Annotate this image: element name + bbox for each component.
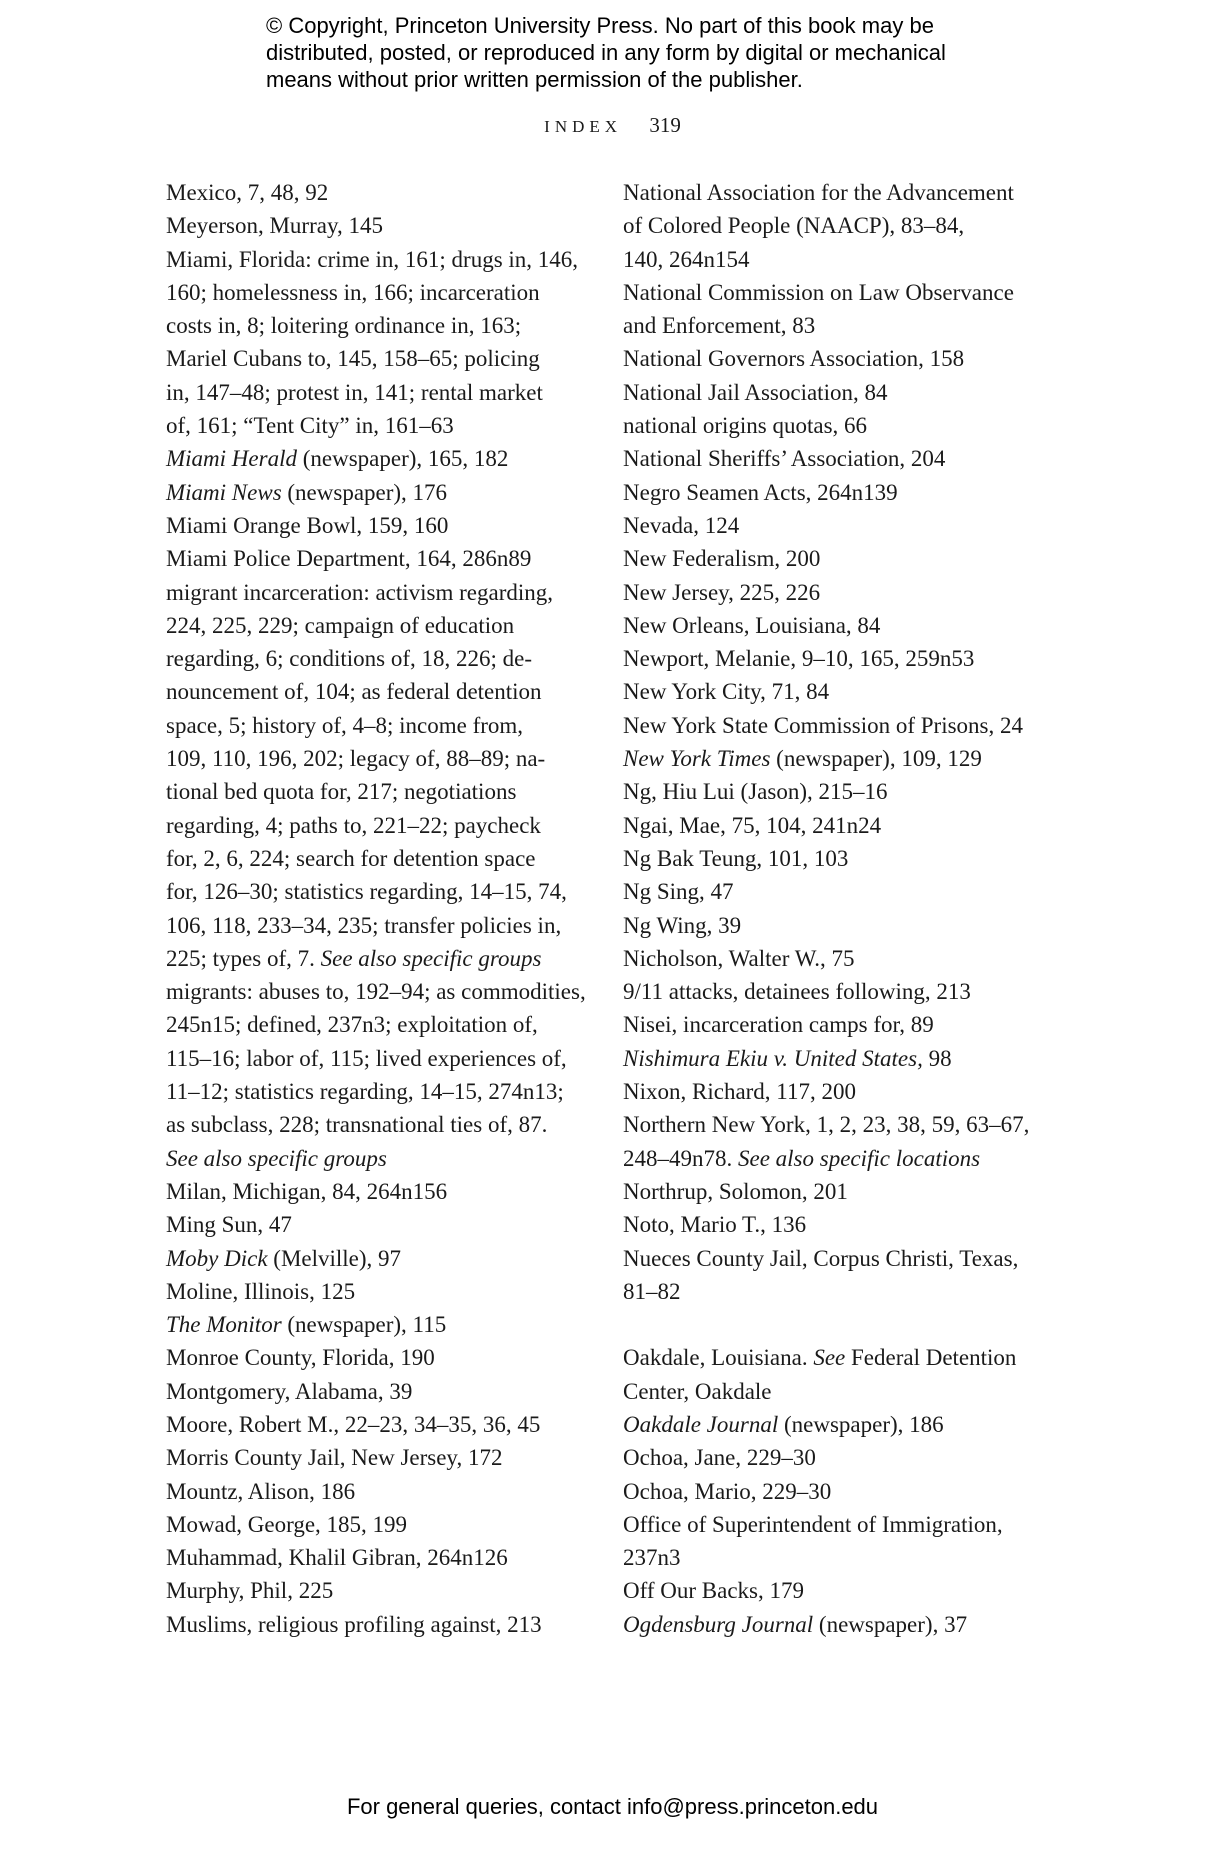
index-entry	[166, 1608, 606, 1641]
index-entry-line: Nueces County Jail, Corpus Christi, Texas,	[623, 1245, 1019, 1271]
index-entry-line: Nevada, 124	[623, 512, 740, 538]
index-entry-line: nouncement of, 104; as federal detention	[166, 679, 542, 705]
index-entry	[166, 209, 606, 242]
index-entry-line: Morris County Jail, New Jersey, 172	[166, 1445, 503, 1471]
index-entry-line: Nisei, incarceration camps for, 89	[623, 1012, 934, 1038]
index-entry	[623, 476, 1043, 509]
index-entry-line: Mariel Cubans to, 145, 158–65; policing	[166, 346, 540, 372]
index-entry	[623, 809, 1043, 842]
index-entry	[623, 675, 1043, 708]
index-entry-line: of Colored People (NAACP), 83–84,	[623, 213, 965, 239]
index-column-right	[623, 176, 1043, 1641]
index-entry-line: national origins quotas, 66	[623, 413, 868, 439]
index-entry-line: Ogdensburg Journal (newspaper), 37	[623, 1611, 968, 1637]
index-entry	[166, 1375, 606, 1408]
index-entry-line: Miami Herald (newspaper), 165, 182	[166, 446, 509, 472]
index-entry	[623, 409, 1043, 442]
index-entry	[166, 1508, 606, 1541]
index-entry	[623, 775, 1043, 808]
index-entry	[623, 842, 1043, 875]
index-entry-line: Ochoa, Jane, 229–30	[623, 1445, 816, 1471]
index-entry	[623, 1408, 1043, 1441]
index-entry-line: Mexico, 7, 48, 92	[166, 180, 329, 205]
index-entry	[166, 476, 606, 509]
index-entry-line: National Governors Association, 158	[623, 346, 965, 372]
index-entry-line: Ng Sing, 47	[623, 879, 734, 905]
index-entry-line: National Commission on Law Observance	[623, 279, 1014, 305]
index-entry-line: National Jail Association, 84	[623, 379, 888, 405]
index-entry	[166, 1242, 606, 1275]
index-entry	[166, 1341, 606, 1374]
index-entry	[623, 1108, 1043, 1175]
index-entry-line: Center, Oakdale	[623, 1378, 772, 1404]
index-entry-line: Oakdale, Louisiana. See Federal Detention	[623, 1345, 1017, 1371]
index-entry-line: 109, 110, 196, 202; legacy of, 88–89; na-	[166, 746, 546, 772]
index-entry-line: Miami Police Department, 164, 286n89	[166, 546, 532, 572]
index-entry-line: Moby Dick (Melville), 97	[166, 1245, 402, 1271]
index-entry	[623, 1508, 1043, 1575]
index-entry	[166, 243, 606, 443]
index-entry	[623, 542, 1043, 575]
index-entry	[623, 176, 1043, 276]
index-entry	[623, 742, 1043, 775]
index-entry-line: 9/11 attacks, detainees following, 213	[623, 979, 971, 1005]
index-entry	[623, 642, 1043, 675]
index-entry-line: Nicholson, Walter W., 75	[623, 945, 855, 971]
index-entry	[623, 509, 1043, 542]
index-entry-line: National Association for the Advancement	[623, 180, 1014, 205]
index-entry-line: as subclass, 228; transnational ties of, 87.	[166, 1112, 548, 1138]
index-entry-line: Murphy, Phil, 225	[166, 1578, 334, 1604]
letter-group-spacer	[623, 1308, 1043, 1341]
index-entry	[623, 909, 1043, 942]
index-entry-line: Miami Orange Bowl, 159, 160	[166, 512, 449, 538]
index-entry-line: Ng Bak Teung, 101, 103	[623, 845, 849, 871]
index-entry	[166, 509, 606, 542]
index-entry	[623, 1008, 1043, 1041]
index-entry-line: 140, 264n154	[623, 246, 750, 272]
index-entry-line: New York State Commission of Prisons, 24	[623, 712, 1023, 738]
copyright-line: © Copyright, Princeton University Press. No part of this book may be	[266, 13, 934, 38]
index-entry-line: Meyerson, Murray, 145	[166, 213, 383, 239]
index-entry	[623, 1042, 1043, 1075]
index-entry	[623, 276, 1043, 343]
footer-contact: For general queries, contact info@press.princeton.edu	[346, 1794, 879, 1819]
index-entry	[623, 942, 1043, 975]
index-entry-line: Office of Superintendent of Immigration,	[623, 1511, 1003, 1537]
index-entry-line: Ng, Hiu Lui (Jason), 215–16	[623, 779, 888, 805]
index-entry-line: Mowad, George, 185, 199	[166, 1511, 408, 1537]
index-entry-line: 237n3	[623, 1545, 681, 1571]
index-entry-line: space, 5; history of, 4–8; income from,	[166, 712, 524, 738]
index-entry-line: migrant incarceration: activism regarding,	[166, 579, 554, 605]
index-entry	[166, 1541, 606, 1574]
index-entry	[166, 176, 606, 209]
index-entry-line: regarding, 4; paths to, 221–22; paycheck	[166, 812, 541, 838]
index-entry-line: 248–49n78. See also specific locations	[623, 1145, 981, 1171]
copyright-line: means without prior written permission of the publisher.	[266, 67, 803, 92]
index-entry-line: Moore, Robert M., 22–23, 34–35, 36, 45	[166, 1411, 541, 1437]
index-entry-line: 115–16; labor of, 115; lived experiences of,	[166, 1045, 567, 1071]
index-entry-line: New Orleans, Louisiana, 84	[623, 612, 881, 638]
index-entry-line: and Enforcement, 83	[623, 313, 816, 339]
index-entry-line: Montgomery, Alabama, 39	[166, 1378, 413, 1404]
index-entry	[623, 609, 1043, 642]
running-head-label: INDEX	[544, 117, 623, 136]
index-entry	[623, 576, 1043, 609]
index-entry	[623, 1608, 1043, 1641]
index-entry-line: Mountz, Alison, 186	[166, 1478, 356, 1504]
index-entry-line: Negro Seamen Acts, 264n139	[623, 479, 898, 505]
index-entry	[623, 376, 1043, 409]
index-entry	[623, 1574, 1043, 1607]
index-entry	[166, 1208, 606, 1241]
index-column-left	[166, 176, 606, 1641]
index-entry	[623, 1475, 1043, 1508]
index-entry-line: Muslims, religious profiling against, 213	[166, 1611, 542, 1637]
copyright-notice	[266, 12, 1026, 93]
index-entry-line: 160; homelessness in, 166; incarceration	[166, 279, 540, 305]
index-entry-line: Nishimura Ekiu v. United States, 98	[623, 1045, 952, 1071]
index-entry-line: New Jersey, 225, 226	[623, 579, 821, 605]
index-entry-line: tional bed quota for, 217; negotiations	[166, 779, 517, 805]
index-entry	[166, 576, 606, 976]
index-entry-line: in, 147–48; protest in, 141; rental market	[166, 379, 543, 405]
index-entry-line: 224, 225, 229; campaign of education	[166, 612, 515, 638]
index-entry	[623, 975, 1043, 1008]
index-entry-line: Oakdale Journal (newspaper), 186	[623, 1411, 944, 1437]
index-entry-line: Ochoa, Mario, 229–30	[623, 1478, 832, 1504]
index-entry	[166, 1308, 606, 1341]
index-entry	[623, 1208, 1043, 1241]
index-entry	[623, 1242, 1043, 1309]
page-number: 319	[649, 113, 681, 137]
index-entry-line: Monroe County, Florida, 190	[166, 1345, 435, 1371]
index-entry-line: New York City, 71, 84	[623, 679, 830, 705]
index-entry	[166, 1574, 606, 1607]
index-entry-line: for, 126–30; statistics regarding, 14–15, 74,	[166, 879, 567, 905]
index-entry-line: The Monitor (newspaper), 115	[166, 1312, 447, 1338]
index-entry-line: Moline, Illinois, 125	[166, 1278, 356, 1304]
index-entry-line: Ming Sun, 47	[166, 1212, 292, 1238]
copyright-line: distributed, posted, or reproduced in any form by digital or mechanical	[266, 40, 946, 65]
index-entry-line: National Sheriffs’ Association, 204	[623, 446, 946, 472]
index-entry	[166, 442, 606, 475]
index-entry-line: of, 161; “Tent City” in, 161–63	[166, 413, 454, 439]
index-entry-line: Off Our Backs, 179	[623, 1578, 804, 1604]
index-entry-line: Ngai, Mae, 75, 104, 241n24	[623, 812, 882, 838]
index-entry-line: 11–12; statistics regarding, 14–15, 274n13;	[166, 1079, 564, 1105]
index-entry-line: regarding, 6; conditions of, 18, 226; de-	[166, 646, 533, 672]
index-entry-line: 106, 118, 233–34, 235; transfer policies in,	[166, 912, 562, 938]
index-entry-line: 245n15; defined, 237n3; exploitation of,	[166, 1012, 538, 1038]
index-entry-line: Nixon, Richard, 117, 200	[623, 1079, 856, 1105]
index-entry	[623, 875, 1043, 908]
index-entry	[623, 1341, 1043, 1408]
index-entry	[166, 1275, 606, 1308]
index-entry-line: See also specific groups	[166, 1145, 387, 1171]
index-entry	[623, 342, 1043, 375]
index-entry-line: 225; types of, 7. See also specific groups	[166, 945, 542, 971]
index-entry-line: for, 2, 6, 224; search for detention space	[166, 845, 536, 871]
index-entry	[166, 1441, 606, 1474]
index-entry	[623, 709, 1043, 742]
index-entry-line: Muhammad, Khalil Gibran, 264n126	[166, 1545, 508, 1571]
index-entry-line: migrants: abuses to, 192–94; as commodities,	[166, 979, 586, 1005]
index-entry	[623, 1075, 1043, 1108]
index-entry	[623, 442, 1043, 475]
index-entry-line: Northern New York, 1, 2, 23, 38, 59, 63–67,	[623, 1112, 1030, 1138]
index-entry	[623, 1441, 1043, 1474]
index-entry-line: New Federalism, 200	[623, 546, 821, 572]
index-entry	[166, 542, 606, 575]
index-entry-line: 81–82	[623, 1278, 681, 1304]
index-entry	[166, 975, 606, 1175]
index-entry-line: Milan, Michigan, 84, 264n156	[166, 1178, 448, 1204]
index-entry-line: New York Times (newspaper), 109, 129	[623, 746, 982, 772]
index-entry	[166, 1175, 606, 1208]
index-entry	[166, 1475, 606, 1508]
index-entry-line: Northrup, Solomon, 201	[623, 1178, 848, 1204]
index-entry-line: Ng Wing, 39	[623, 912, 742, 938]
index-entry	[623, 1175, 1043, 1208]
index-entry-line: Miami, Florida: crime in, 161; drugs in, 146,	[166, 246, 579, 272]
index-entry-line: Noto, Mario T., 136	[623, 1212, 807, 1238]
index-entry-line: Newport, Melanie, 9–10, 165, 259n53	[623, 646, 975, 672]
index-entry	[166, 1408, 606, 1441]
running-head	[0, 113, 1225, 138]
index-entry-line: Miami News (newspaper), 176	[166, 479, 448, 505]
index-entry-line: costs in, 8; loitering ordinance in, 163;	[166, 313, 522, 339]
